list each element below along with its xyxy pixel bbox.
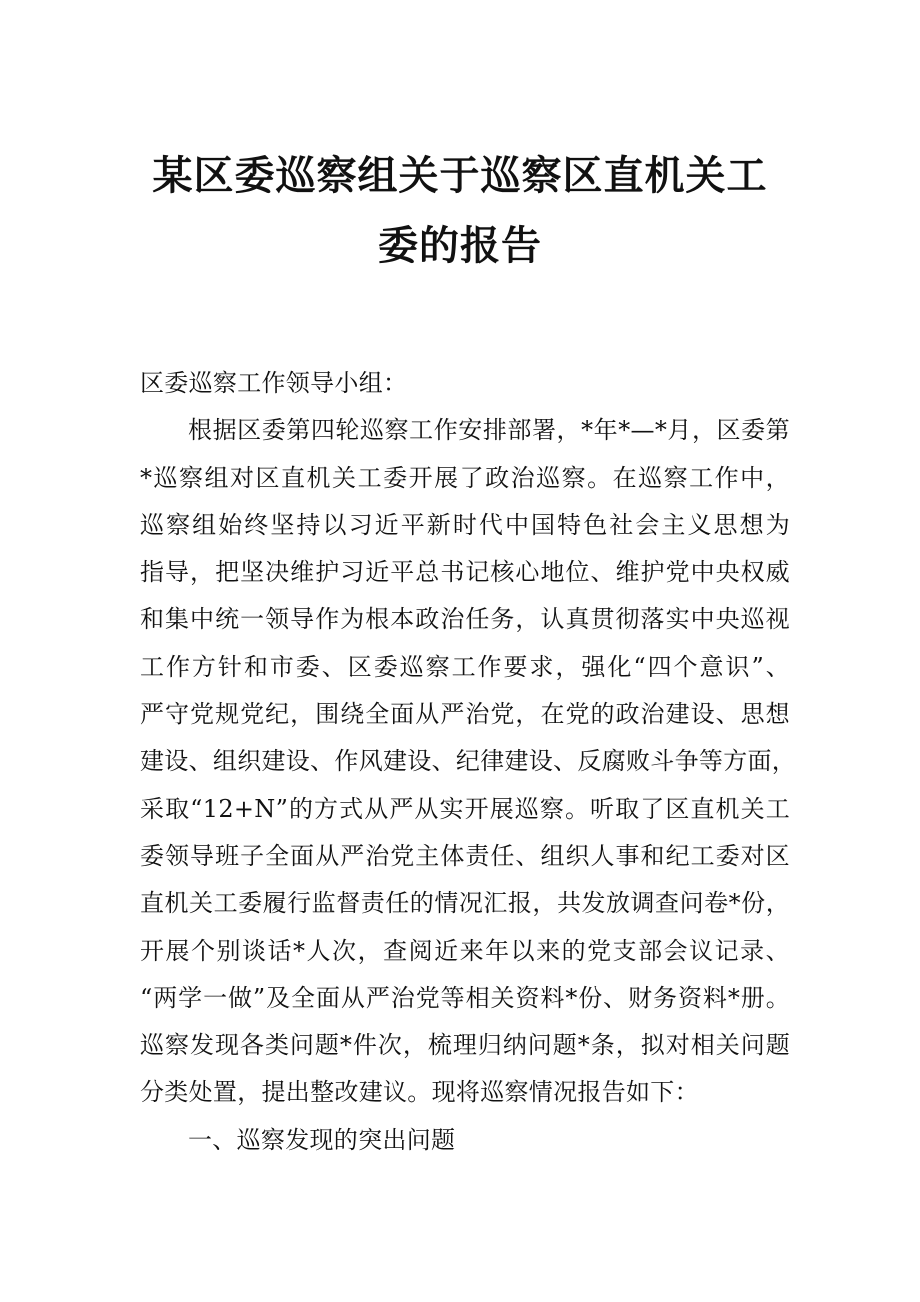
paragraph-line: 巡察组始终坚持以习近平新时代中国特色社会主义思想为 (140, 510, 790, 539)
paragraph-line: 开展个别谈话*人次，查阅近来年以来的党支部会议记录、 (140, 936, 790, 965)
paragraph-line: 和集中统一领导作为根本政治任务，认真贯彻落实中央巡视 (140, 605, 790, 634)
paragraph-line: 分类处置，提出整改建议。现将巡察情况报告如下： (140, 1078, 699, 1107)
salutation: 区委巡察工作领导小组： (140, 369, 408, 397)
document-title-line-1: 某区委巡察组关于巡察区直机关工 (152, 153, 768, 199)
paragraph-line: 严守党规党纪，围绕全面从严治党，在党的政治建设、思想 (140, 700, 790, 729)
paragraph-line: 巡察发现各类问题*件次，梳理归纳问题*条，拟对相关问题 (140, 1031, 790, 1060)
paragraph-line: “两学一做”及全面从严治党等相关资料*份、财务资料*册。 (140, 983, 790, 1012)
paragraph-line: 采取“12+N”的方式从严从实开展巡察。听取了区直机关工 (140, 794, 790, 823)
document-title-line-2: 委的报告 (378, 223, 542, 269)
paragraph-line: *巡察组对区直机关工委开展了政治巡察。在巡察工作中， (140, 463, 790, 492)
paragraph-line: 直机关工委履行监督责任的情况汇报，共发放调查问卷*份， (140, 889, 790, 918)
paragraph-line: 建设、组织建设、作风建设、纪律建设、反腐败斗争等方面， (140, 747, 797, 776)
section-heading: 一、巡察发现的突出问题 (188, 1125, 456, 1154)
paragraph-line: 委领导班子全面从严治党主体责任、组织人事和纪工委对区 (140, 841, 790, 870)
paragraph-line: 工作方针和市委、区委巡察工作要求，强化“四个意识”、 (140, 652, 790, 681)
paragraph-1 (140, 407, 797, 1116)
paragraph-line: 指导，把坚决维护习近平总书记核心地位、维护党中央权威 (140, 558, 790, 587)
document-body (140, 360, 797, 1164)
paragraph-line: 根据区委第四轮巡察工作安排部署，*年*—*月，区委第 (188, 416, 790, 445)
